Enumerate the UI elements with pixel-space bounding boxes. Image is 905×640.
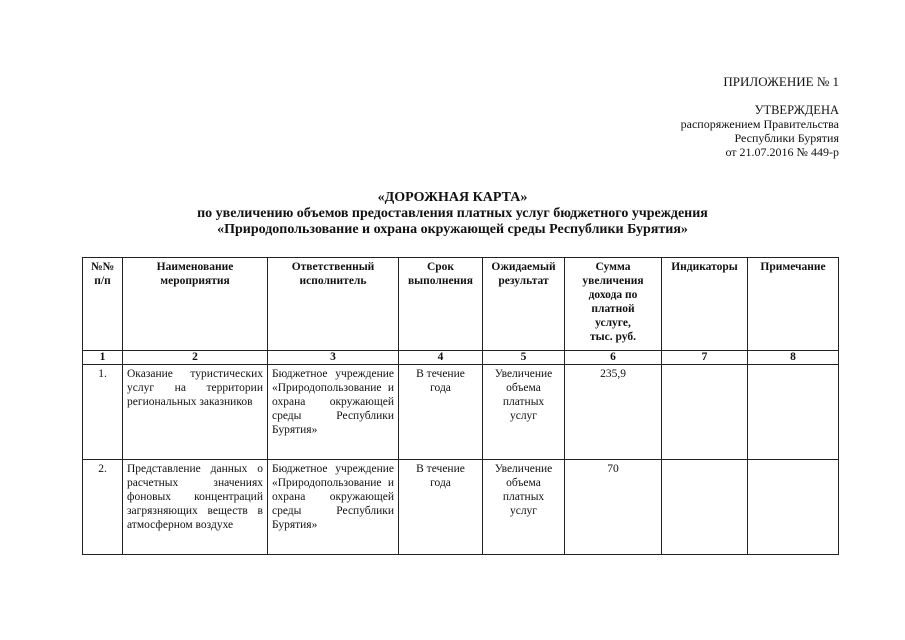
- table-row: [83, 365, 839, 460]
- column-number-row: [83, 351, 839, 365]
- appendix-label: ПРИЛОЖЕНИЕ № 1: [723, 74, 839, 89]
- table-header-row: [83, 258, 839, 351]
- title-line: «Природопользование и охрана окружающей среды Республики Бурятия»: [217, 222, 688, 237]
- table-row: [83, 460, 839, 555]
- row-result: Увеличение объема платных услуг: [483, 365, 565, 460]
- row-sum: 70: [565, 460, 662, 555]
- approval-date: от 21.07.2016 № 449-р: [725, 145, 839, 159]
- row-term: В течение года: [399, 365, 483, 460]
- header-cell-result: Ожидаемый результат: [483, 258, 565, 351]
- row-result: Увеличение объема платных услуг: [483, 460, 565, 555]
- column-number: 4: [399, 351, 483, 365]
- row-note: [748, 460, 839, 555]
- row-indicators: [662, 460, 748, 555]
- approval-block: [681, 103, 839, 159]
- column-number: 3: [268, 351, 399, 365]
- approval-line: УТВЕРЖДЕНА: [754, 103, 839, 117]
- row-name: Представление данных о расчетных значениях фоновых концентраций загрязняющих веществ в атмосферном воздухе: [123, 460, 268, 555]
- row-sum: 235,9: [565, 365, 662, 460]
- column-number: 5: [483, 351, 565, 365]
- header-cell-term: Срок выполнения: [399, 258, 483, 351]
- header-cell-note: Примечание: [748, 258, 839, 351]
- header-cell-sum: Сумма увеличения дохода по платной услуге, тыс. руб.: [565, 258, 662, 351]
- row-executor: Бюджетное учреждение «Природопользование и охрана окружающей среды Республики Бурятия»: [268, 460, 399, 555]
- column-number: 8: [748, 351, 839, 365]
- document-title: [0, 190, 905, 238]
- row-indicators: [662, 365, 748, 460]
- header-cell-number: №№ п/п: [83, 258, 123, 351]
- approval-line: Республики Бурятия: [734, 131, 839, 145]
- row-name: Оказание туристических услуг на территории региональных заказников: [123, 365, 268, 460]
- column-number: 6: [565, 351, 662, 365]
- column-number: 1: [83, 351, 123, 365]
- row-number: 2.: [83, 460, 123, 555]
- header-cell-indicators: Индикаторы: [662, 258, 748, 351]
- title-line: по увеличению объемов предоставления платных услуг бюджетного учреждения: [197, 206, 708, 221]
- row-number: 1.: [83, 365, 123, 460]
- header-cell-name: Наименование мероприятия: [123, 258, 268, 351]
- row-note: [748, 365, 839, 460]
- roadmap-table: [82, 257, 839, 555]
- title-line: «ДОРОЖНАЯ КАРТА»: [377, 190, 528, 205]
- approval-line: распоряжением Правительства: [680, 117, 839, 131]
- row-term: В течение года: [399, 460, 483, 555]
- row-executor: Бюджетное учреждение «Природопользование и охрана окружающей среды Республики Бурятия»: [268, 365, 399, 460]
- column-number: 7: [662, 351, 748, 365]
- column-number: 2: [123, 351, 268, 365]
- header-cell-executor: Ответственный исполнитель: [268, 258, 399, 351]
